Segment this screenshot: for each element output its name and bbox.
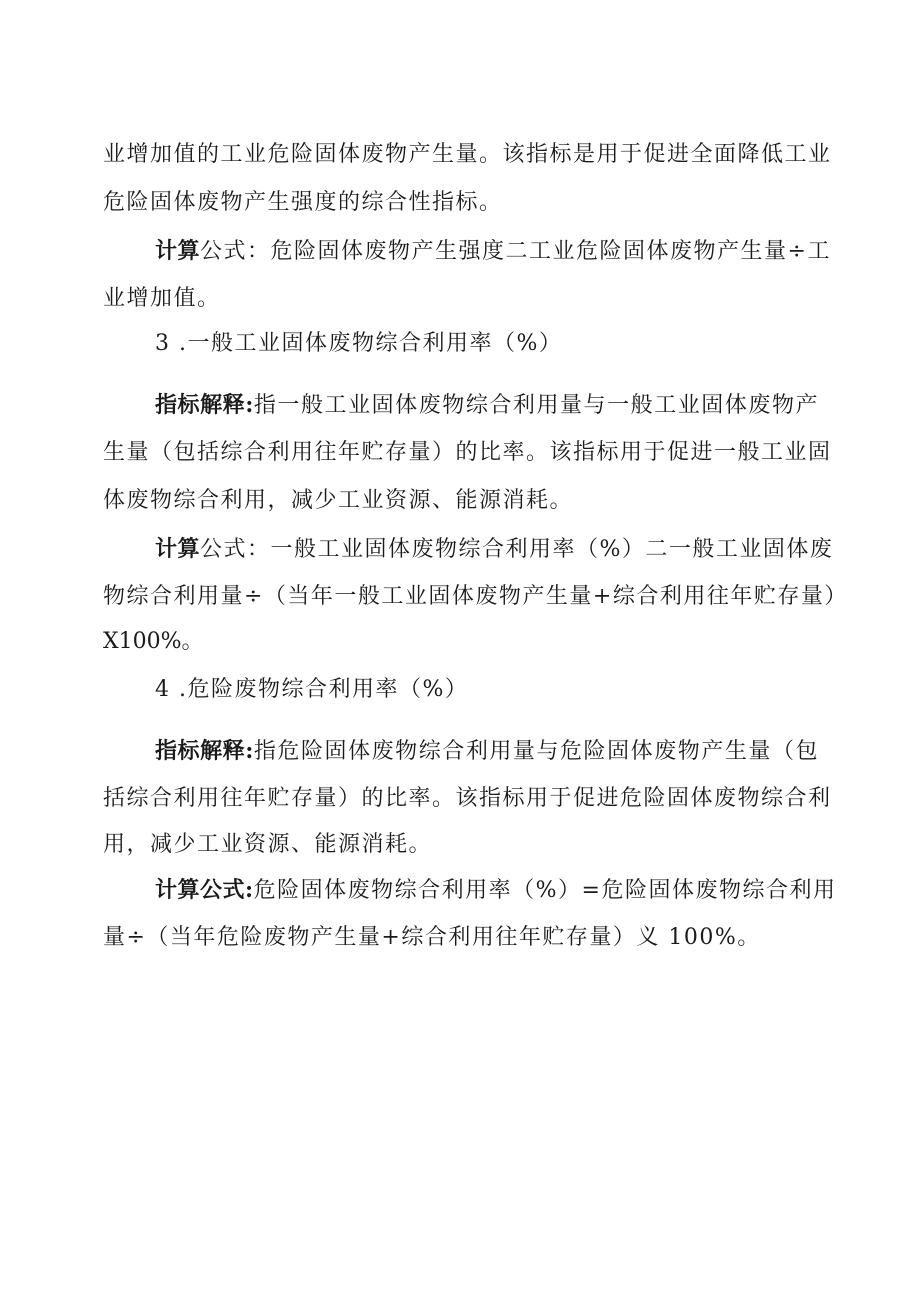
formula-text: 公式：一般工业固体废物综合利用率（%）二一般工业固体废 xyxy=(200,537,834,562)
formula-text: 公式：危险固体废物产生强度二工业危险固体废物产生量÷工 xyxy=(200,239,831,264)
paragraph-line: 括综合利用往年贮存量）的比率。该指标用于促进危险固体废物综合利 xyxy=(103,786,832,811)
section-heading: 4 .危险废物综合利用率（%） xyxy=(155,677,469,702)
section-heading: 3 .一般工业固体废物综合利用率（%） xyxy=(155,331,563,356)
explanation-text: 指一般工业固体废物综合利用量与一般工业固体废物产 xyxy=(253,393,819,418)
formula-text: 危险固体废物综合利用率（%）=危险固体废物综合利用 xyxy=(253,878,837,903)
calc-label: 计算 xyxy=(155,238,201,264)
formula-line xyxy=(155,534,834,565)
calc-label: 计算 xyxy=(155,536,201,562)
paragraph-line: 业增加值。 xyxy=(103,286,221,311)
paragraph-line: 业增加值的工业危险固体废物产生量。该指标是用于促进全面降低工业 xyxy=(103,142,832,167)
formula-line xyxy=(155,236,831,267)
explanation-label: 指标解释: xyxy=(155,738,254,764)
explanation-text: 指危险固体废物综合利用量与危险固体废物产生量（包 xyxy=(253,739,819,764)
paragraph-line: 量÷（当年危险废物产生量+综合利用往年贮存量）义 100%。 xyxy=(103,925,761,950)
calc-formula-label: 计算公式: xyxy=(155,877,254,903)
paragraph-line: 用，减少工业资源、能源消耗。 xyxy=(103,832,433,857)
paragraph-line: 危险固体废物产生强度的综合性指标。 xyxy=(103,190,503,215)
formula-line xyxy=(155,875,837,906)
explanation-label: 指标解释: xyxy=(155,392,254,418)
paragraph-line: 物综合利用量÷（当年一般工业固体废物产生量+综合利用往年贮存量） xyxy=(103,584,848,609)
explanation-line xyxy=(155,736,819,767)
explanation-line xyxy=(155,390,819,421)
paragraph-line: 体废物综合利用，减少工业资源、能源消耗。 xyxy=(103,488,574,513)
paragraph-line: 生量（包括综合利用往年贮存量）的比率。该指标用于促进一般工业固 xyxy=(103,440,832,465)
paragraph-line: X100%。 xyxy=(103,629,204,654)
